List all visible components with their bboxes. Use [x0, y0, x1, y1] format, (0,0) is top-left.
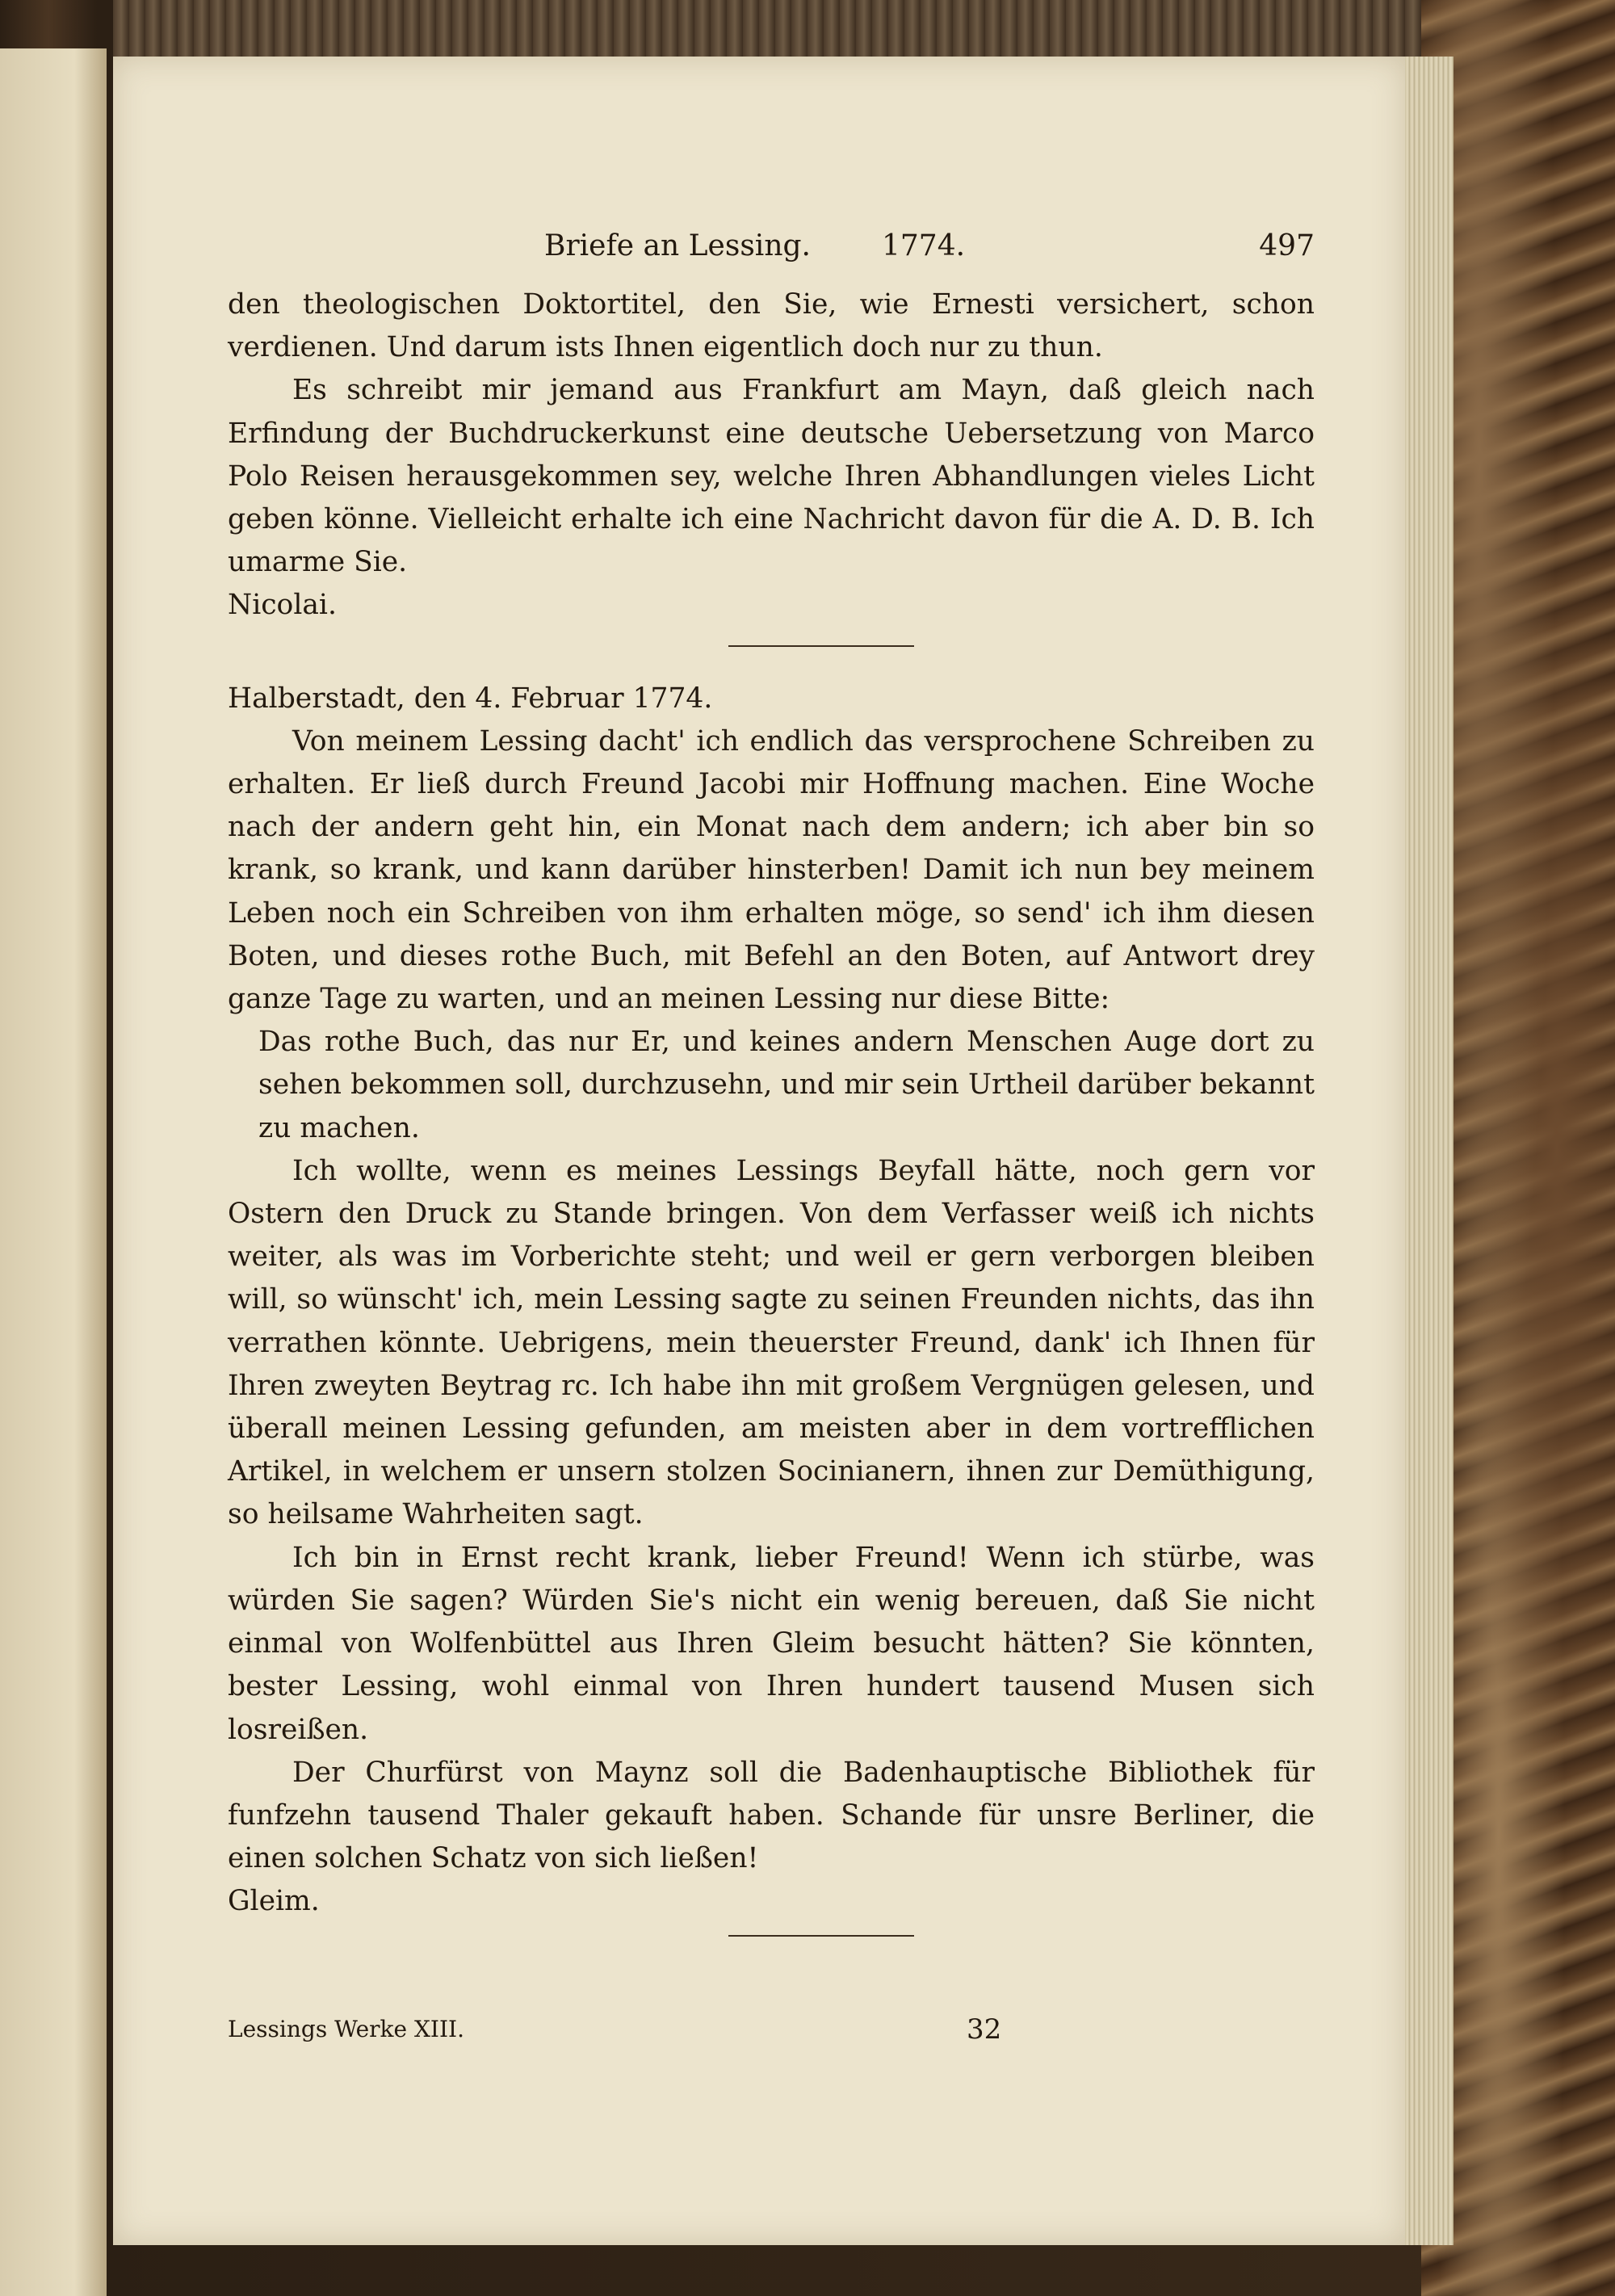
letter2-signature: Gleim. — [228, 1885, 320, 1918]
header-year: 1774. — [882, 229, 966, 262]
letter1-continuation: den theologischen Doktortitel, den Sie, wie Ernesti versichert, schon verdienen. Und darum ists Ihnen eigentlich doch nur zu thun. — [228, 288, 1315, 364]
letter2-paragraph-2: Ich wollte, wenn es meines Lessings Beyfall hätte, noch gern vor Ostern den Druck zu Stande bringen. Von dem Verfasser weiß ich nichts weiter, als was im Vorberichte steht; und weil er gern verborgen bleiben will, so wünscht' ich, mein Lessing sagte zu seinen Freunden nichts, das ihn verrathen könnte. Uebrigens, mein theuerster Freund, dank' ich Ihnen für Ihren zweyten Beytrag rc. Ich habe ihn mit großem Vergnügen gelesen, und überall meinen Lessing gefunden, am meisten aber in dem vortrefflichen Artikel, in welchem er unsern stolzen Socinianern, ihnen zur Demüthigung, so heilsame Wahrheiten sagt. — [228, 1154, 1315, 1531]
top-binding-band — [113, 0, 1454, 57]
letter2-paragraph-1: Von meinem Lessing dacht' ich endlich das versprochene Schreiben zu erhalten. Er ließ durch Freund Jacobi mir Hoffnung machen. Eine Woche nach der andern geht hin, ein Monat nach dem andern; ich aber bin so krank, so krank, und kann darüber hinsterben! Damit ich nun bey meinem Leben noch ein Schreiben von ihm erhalten möge, so send' ich ihm diesen Boten, und dieses rothe Buch, mit Befehl an den Boten, auf Antwort drey ganze Tage zu warten, und an meinen Lessing nur diese Bitte: — [228, 724, 1315, 1016]
letter2-quoted-request: Das rothe Buch, das nur Er, und keines andern Menschen Auge dort zu sehen bekommen soll, durchzusehn, und mir sein Urtheil darüber bekannt zu machen. — [258, 1026, 1315, 1144]
closing-divider — [728, 1935, 914, 1937]
page-footer — [228, 2009, 1315, 2050]
section-divider — [728, 645, 914, 647]
running-title: Briefe an Lessing. — [544, 229, 811, 262]
sheet-number: 32 — [967, 2013, 1002, 2046]
letter1-signature: Nicolai. — [228, 589, 337, 622]
letter2-paragraph-4: Der Churfürst von Maynz soll die Badenhauptische Bibliothek für funfzehn tausend Thaler gekauft haben. Schande für unsre Berliner, die einen solchen Schatz von sich ließen! — [228, 1756, 1315, 1875]
page-number: 497 — [1259, 229, 1315, 262]
facing-page-edge — [0, 48, 107, 2296]
running-header — [228, 222, 1315, 271]
page-body — [228, 283, 1315, 1937]
letter1-paragraph: Es schreibt mir jemand aus Frankfurt am Mayn, daß gleich nach Erfindung der Buchdruckerkunst eine deutsche Uebersetzung von Marco Polo Reisen herausgekommen sey, welche Ihren Abhandlungen vieles Licht geben könne. Vielleicht erhalte ich eine Nachricht davon für die A. D. B. Ich umarme Sie. — [228, 374, 1315, 579]
letter2-paragraph-3: Ich bin in Ernst recht krank, lieber Freund! Wenn ich stürbe, was würden Sie sagen? Würden Sie's nicht ein wenig bereuen, daß Sie nicht einmal von Wolfenbüttel aus Ihren Gleim besucht hätten? Sie könnten, bester Lessing, wohl einmal von Ihren hundert tausend Musen sich losreißen. — [228, 1541, 1315, 1746]
letter2-dateline: Halberstadt, den 4. Februar 1774. — [228, 682, 713, 715]
signature-mark: Lessings Werke XIII. — [228, 2016, 464, 2042]
book-page — [113, 57, 1405, 2245]
